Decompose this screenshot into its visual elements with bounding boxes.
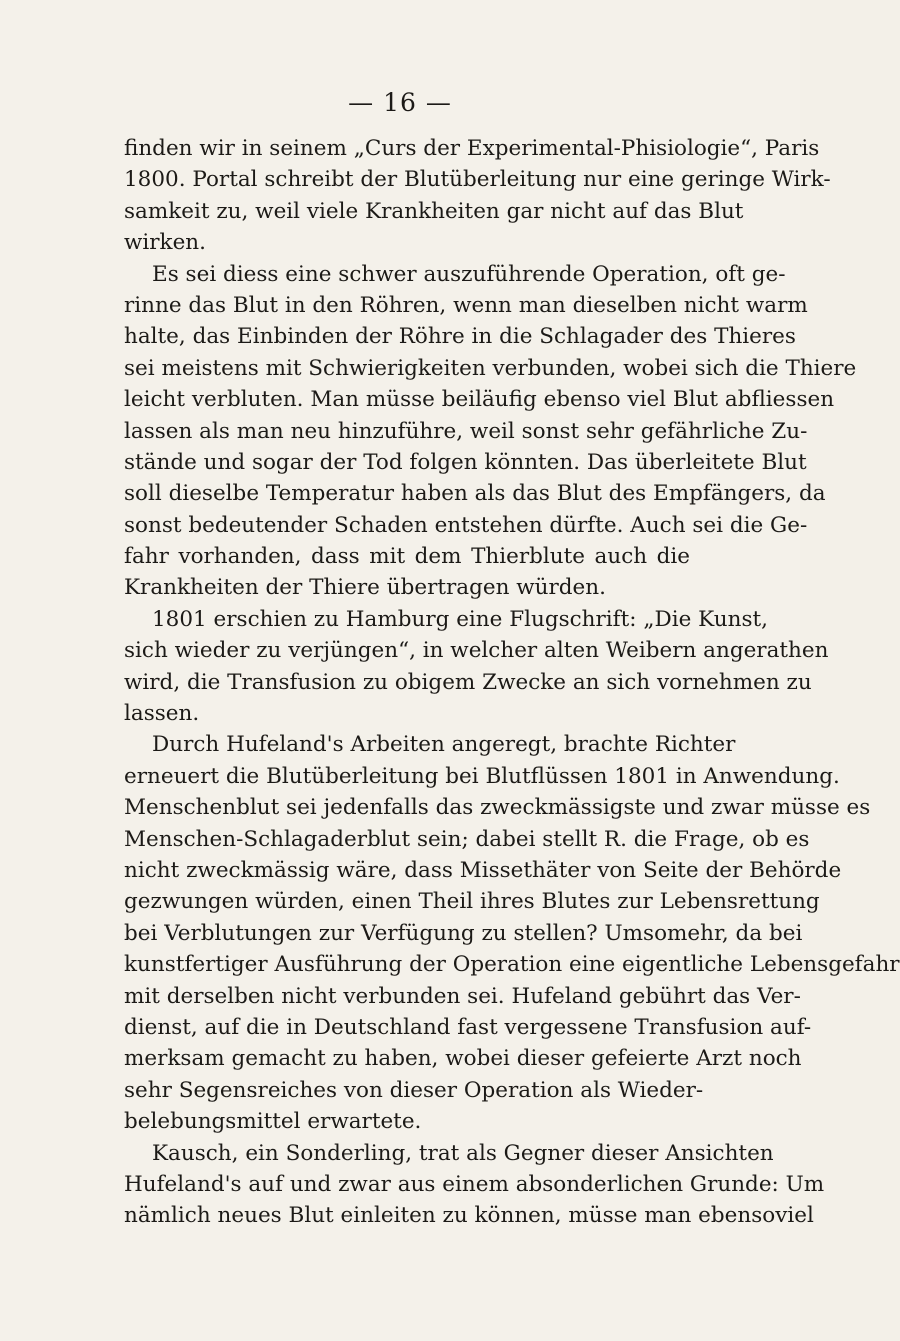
text-line: erneuert die Blutüberleitung bei Blutflüssen 1801 in Anwendung. bbox=[124, 763, 840, 789]
text-line: stände und sogar der Tod folgen könnten. Das überleitete Blut bbox=[124, 449, 807, 475]
text-line: belebungsmittel erwartete. bbox=[124, 1109, 422, 1135]
text-line: kunstfertiger Ausführung der Operation eine eigentliche Lebensgefahr bbox=[124, 952, 900, 978]
text-line: lassen. bbox=[124, 701, 200, 727]
text-line: wird, die Transfusion zu obigem Zwecke an sich vornehmen zu bbox=[124, 669, 812, 695]
text-line: Es sei diess eine schwer auszuführende Operation, oft ge- bbox=[152, 261, 786, 287]
text-line: 1800. Portal schreibt der Blutüberleitung nur eine geringe Wirk- bbox=[124, 167, 831, 193]
text-line: Hufeland's auf und zwar aus einem absonderlichen Grunde: Um bbox=[124, 1171, 825, 1197]
text-line: sich wieder zu verjüngen“, in welcher alten Weibern angerathen bbox=[124, 638, 829, 664]
text-line: gezwungen würden, einen Theil ihres Blutes zur Lebensrettung bbox=[124, 889, 820, 915]
text-line: bei Verblutungen zur Verfügung zu stellen? Umsomehr, da bei bbox=[124, 920, 803, 946]
text-line: finden wir in seinem „Curs der Experimental-Phisiologie“, Paris bbox=[124, 136, 820, 161]
text-line: sei meistens mit Schwierigkeiten verbunden, wobei sich die Thiere bbox=[124, 355, 857, 381]
text-line: dienst, auf die in Deutschland fast vergessene Transfusion auf- bbox=[124, 1014, 812, 1040]
text-line: halte, das Einbinden der Röhre in die Schlagader des Thieres bbox=[124, 324, 796, 350]
text-line: rinne das Blut in den Röhren, wenn man dieselben nicht warm bbox=[124, 292, 808, 318]
text-line: merksam gemacht zu haben, wobei dieser gefeierte Arzt noch bbox=[124, 1046, 802, 1072]
text-line: Durch Hufeland's Arbeiten angeregt, brachte Richter bbox=[152, 732, 736, 758]
text-line: Menschen-Schlagaderblut sein; dabei stellt R. die Frage, ob es bbox=[124, 826, 810, 852]
text-line: sonst bedeutender Schaden entstehen dürfte. Auch sei die Ge- bbox=[124, 512, 808, 538]
text-line: 1801 erschien zu Hamburg eine Flugschrift: „Die Kunst, bbox=[152, 606, 768, 632]
text-line: mit derselben nicht verbunden sei. Hufeland gebührt das Ver- bbox=[124, 983, 801, 1009]
text-line: leicht verbluten. Man müsse beiläufig ebenso viel Blut abfliessen bbox=[124, 387, 835, 413]
text-line: Menschenblut sei jedenfalls das zweckmässigste und zwar müsse es bbox=[124, 795, 871, 821]
page-number: — 16 — bbox=[348, 88, 452, 117]
text-line: sehr Segensreiches von dieser Operation als Wieder- bbox=[124, 1077, 704, 1103]
text-line: wirken. bbox=[124, 230, 206, 256]
text-line: nämlich neues Blut einleiten zu können, müsse man ebensoviel bbox=[124, 1203, 814, 1229]
page-body-text bbox=[124, 133, 900, 1232]
text-line: samkeit zu, weil viele Krankheiten gar nicht auf das Blut bbox=[124, 198, 744, 224]
text-line: nicht zweckmässig wäre, dass Missethäter von Seite der Behörde bbox=[124, 857, 842, 883]
text-line: soll dieselbe Temperatur haben als das Blut des Empfängers, da bbox=[124, 481, 826, 507]
text-line: fahr vorhanden, dass mit dem Thierblute auch die bbox=[124, 544, 690, 570]
text-line: lassen als man neu hinzuführe, weil sonst sehr gefährliche Zu- bbox=[124, 418, 808, 444]
text-line: Krankheiten der Thiere übertragen würden. bbox=[124, 575, 606, 601]
text-line: Kausch, ein Sonderling, trat als Gegner dieser Ansichten bbox=[152, 1140, 774, 1166]
